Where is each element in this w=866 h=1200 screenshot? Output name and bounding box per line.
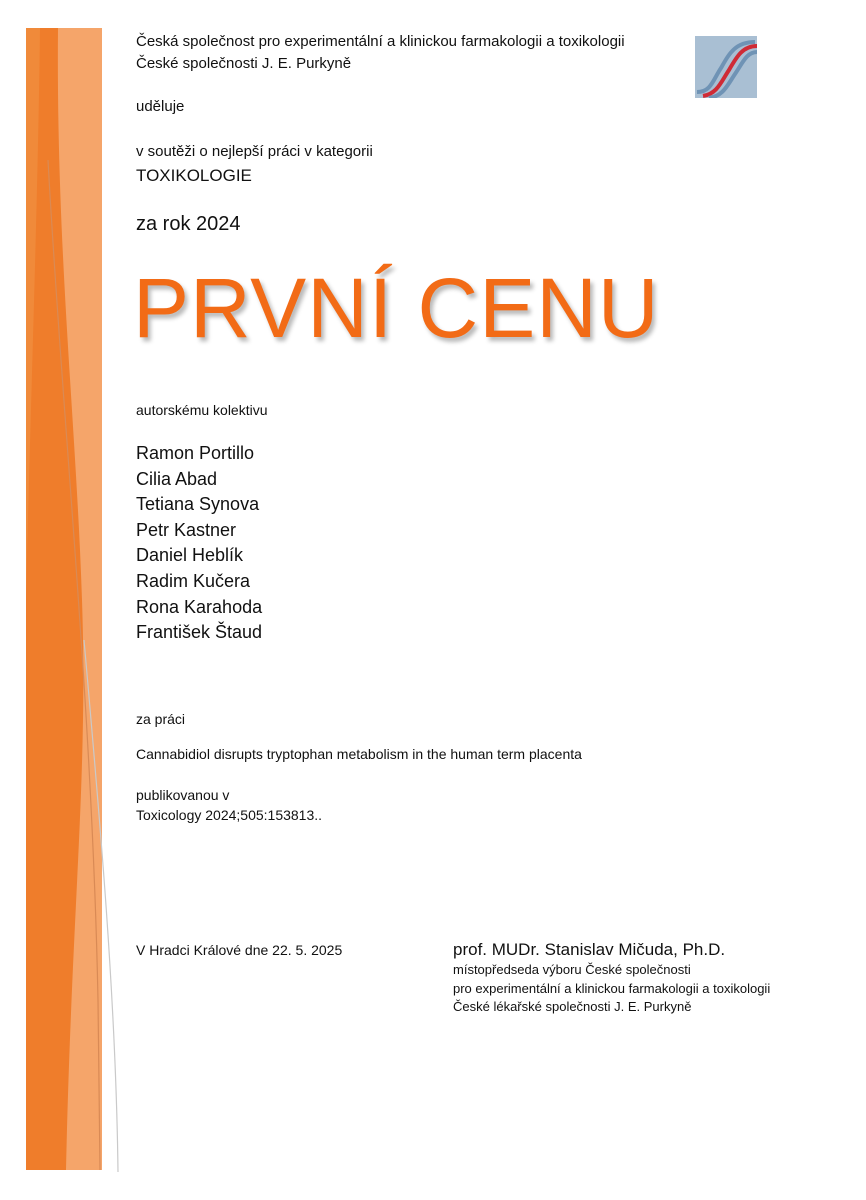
author-list: [136, 441, 262, 646]
author-name: Rona Karahoda: [136, 596, 263, 617]
author-name: Ramon Portillo: [136, 443, 255, 463]
author-name: Radim Kučera: [136, 570, 251, 591]
society-logo-icon: [695, 36, 757, 98]
awards-label: uděluje: [136, 98, 185, 115]
signatory-name: prof. MUDr. Stanislav Mičuda, Ph.D.: [453, 940, 726, 959]
author-name: František Štaud: [136, 622, 263, 643]
author-name: Daniel Heblík: [136, 545, 244, 566]
publication: Toxicology 2024;505:153813..: [136, 807, 323, 823]
signatory-role-2: pro experimentální a klinickou farmakologii a toxikologii: [453, 981, 771, 996]
issuer-line-2: České společnosti J. E. Purkyně: [136, 55, 352, 72]
published-label: publikovanou v: [136, 787, 230, 803]
decorative-side-band: [0, 0, 140, 1200]
category: TOXIKOLOGIE: [136, 166, 252, 185]
collective-label: autorskému kolektivu: [136, 402, 268, 418]
author-name: Tetiana Synova: [136, 494, 260, 515]
competition-line: v soutěži o nejlepší práci v kategorii: [136, 143, 373, 160]
work-label: za práci: [136, 711, 186, 727]
year-line: za rok 2024: [136, 213, 241, 235]
author-name: Cilia Abad: [136, 468, 218, 489]
prize-title: PRVNÍ CENU: [133, 261, 660, 355]
place-date: V Hradci Králové dne 22. 5. 2025: [136, 942, 343, 958]
work-title: Cannabidiol disrupts tryptophan metabolism in the human term placenta: [136, 746, 582, 762]
author-name: Petr Kastner: [136, 519, 237, 540]
signatory-role-3: České lékařské společnosti J. E. Purkyně: [453, 999, 692, 1014]
signatory-role-1: místopředseda výboru České společnosti: [453, 962, 691, 977]
issuer-line-1: Česká společnost pro experimentální a klinickou farmakologii a toxikologii: [136, 33, 625, 50]
